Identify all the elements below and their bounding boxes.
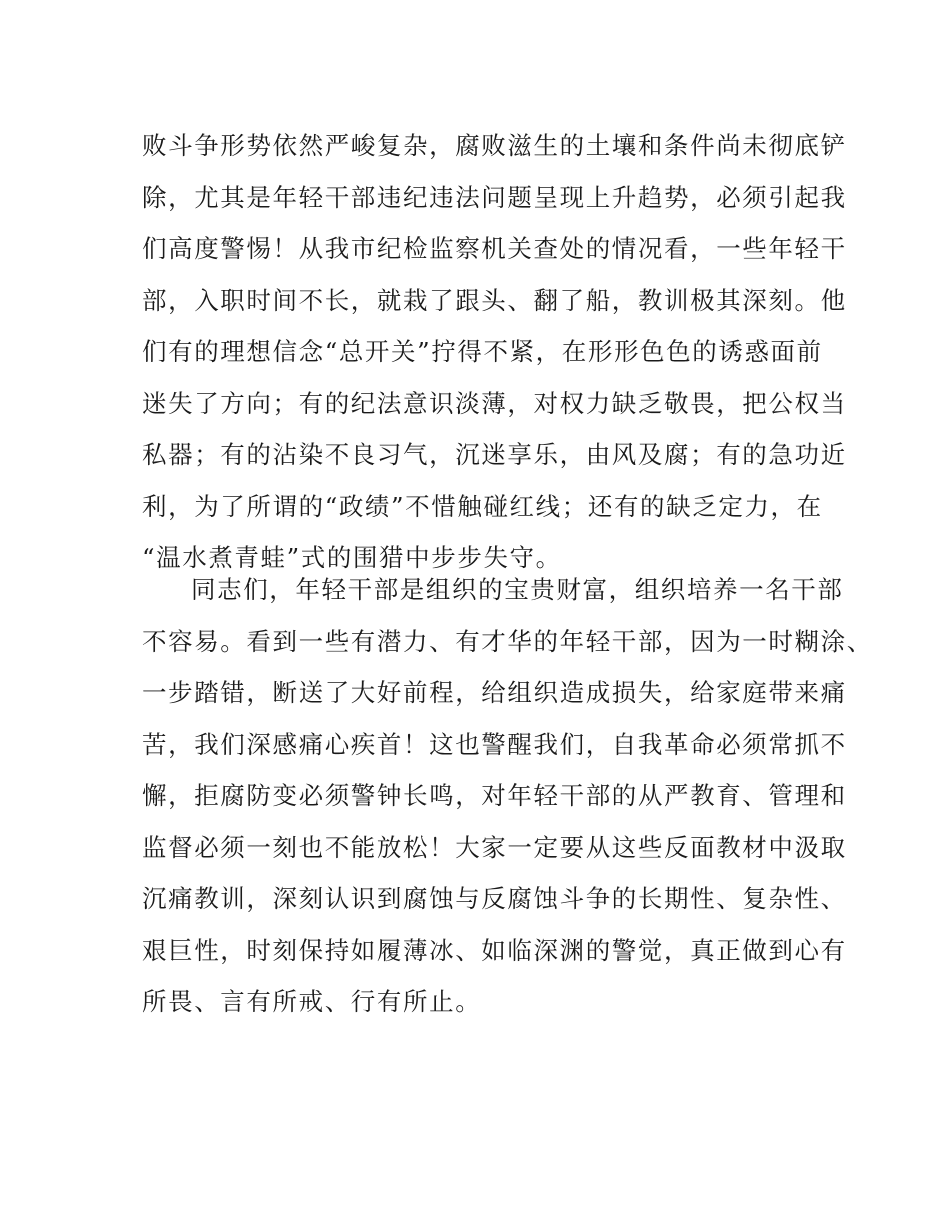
text-line: 私器；有的沾染不良习气，沉迷享乐，由风及腐；有的急功近 [142, 440, 847, 469]
text-line: 沉痛教训，深刻认识到腐蚀与反腐蚀斗争的长期性、复杂性、 [142, 884, 847, 913]
text-line: 艰巨性，时刻保持如履薄冰、如临深渊的警觉，真正做到心有 [142, 935, 847, 965]
text-line: 迷失了方向；有的纪法意识淡薄，对权力缺乏敬畏，把公权当 [142, 388, 847, 418]
text-line: 们有的理想信念“总开关”拧得不紧，在形形色色的诱惑面前 [142, 337, 823, 366]
text-line: 们高度警惕！从我市纪检监察机关查处的情况看，一些年轻干 [142, 234, 847, 263]
paragraph-1 [142, 120, 847, 584]
text-line: 不容易。看到一些有潜力、有才华的年轻干部，因为一时糊涂、 [142, 626, 873, 656]
text-line-indented: 同志们，年轻干部是组织的宝贵财富，组织培养一名干部 [191, 575, 844, 604]
text-line: 利，为了所谓的“政绩”不惜触碰红线；还有的缺乏定力，在 [142, 491, 823, 521]
text-line: 败斗争形势依然严峻复杂，腐败滋生的土壤和条件尚未彻底铲 [142, 131, 847, 160]
text-line: 除，尤其是年轻干部违纪违法问题呈现上升趋势，必须引起我 [142, 182, 847, 212]
text-line: 一步踏错，断送了大好前程，给组织造成损失，给家庭带来痛 [142, 678, 847, 707]
paragraph-2 [142, 564, 873, 1028]
text-line: 苦，我们深感痛心疾首！这也警醒我们，自我革命必须常抓不 [142, 729, 847, 759]
text-line: 所畏、言有所戒、行有所止。 [142, 987, 482, 1016]
text-line: 部，入职时间不长，就栽了跟头、翻了船，教训极其深刻。他 [142, 285, 847, 315]
text-line: “温水煮青蛙”式的围猎中步步失守。 [142, 543, 562, 572]
text-line: 懈，拒腐防变必须警钟长鸣，对年轻干部的从严教育、管理和 [142, 781, 847, 810]
text-line: 监督必须一刻也不能放松！大家一定要从这些反面教材中汲取 [142, 832, 847, 862]
